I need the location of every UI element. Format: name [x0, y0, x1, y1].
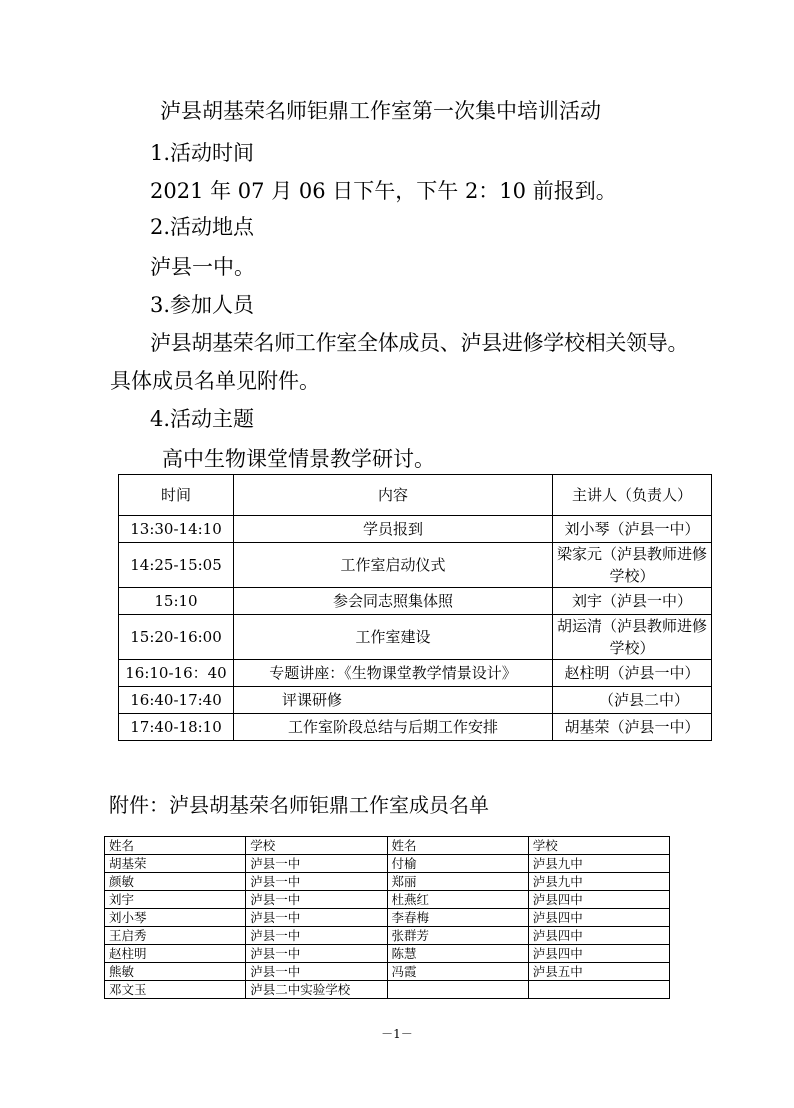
- schedule-content: 参会同志照集体照: [234, 588, 553, 615]
- member-row: [105, 891, 670, 909]
- schedule-time: 17:40-18:10: [119, 714, 234, 741]
- speaker-line-2: 学校）: [609, 639, 655, 657]
- schedule-header-speaker: 主讲人（负责人）: [553, 475, 712, 516]
- schedule-header-row: [119, 475, 712, 516]
- schedule-time: 13:30-14:10: [119, 516, 234, 543]
- member-name: 刘宇: [105, 891, 246, 909]
- schedule-time: 16:40-17:40: [119, 687, 234, 714]
- member-name: 陈慧: [387, 945, 528, 963]
- member-name: 刘小琴: [105, 909, 246, 927]
- schedule-row: [119, 615, 712, 660]
- member-school: [528, 981, 669, 999]
- members-table: [104, 836, 670, 999]
- schedule-speaker: （泸县二中）: [553, 687, 712, 714]
- member-row: [105, 963, 670, 981]
- schedule-speaker: 胡基荣（泸县一中）: [553, 714, 712, 741]
- member-row: [105, 927, 670, 945]
- section-2-heading: 2.活动地点: [150, 215, 255, 239]
- schedule-row: [119, 516, 712, 543]
- schedule-time: 16:10-16：40: [119, 660, 234, 687]
- member-school: 泸县一中: [246, 855, 387, 873]
- member-school: 泸县二中实验学校: [246, 981, 387, 999]
- schedule-table: [118, 474, 712, 741]
- member-school: 泸县一中: [246, 963, 387, 981]
- speaker-line-2: 学校）: [609, 567, 655, 585]
- schedule-speaker: [553, 615, 712, 660]
- section-1-body: 2021 年 07 月 06 日下午，下午 2：10 前报到。: [150, 179, 617, 203]
- page-number: －1－: [381, 1027, 413, 1041]
- member-row: [105, 981, 670, 999]
- member-row: [105, 855, 670, 873]
- section-3-heading: 3.参加人员: [150, 293, 255, 317]
- member-name: 郑丽: [387, 873, 528, 891]
- attachment-title: 附件：泸县胡基荣名师钜鼎工作室成员名单: [109, 793, 489, 817]
- speaker-line-1: 胡运清（泸县教师进修: [556, 617, 707, 635]
- member-name: 李春梅: [387, 909, 528, 927]
- page-title: 泸县胡基荣名师钜鼎工作室第一次集中培训活动: [160, 99, 601, 123]
- members-header-name: 姓名: [105, 837, 246, 855]
- member-row: [105, 945, 670, 963]
- member-row: [105, 873, 670, 891]
- schedule-content: 工作室建设: [234, 615, 553, 660]
- section-1-heading: 1.活动时间: [150, 141, 255, 165]
- schedule-content: 学员报到: [234, 516, 553, 543]
- member-name: 张群芳: [387, 927, 528, 945]
- section-2-body: 泸县一中。: [150, 255, 255, 279]
- schedule-speaker: [553, 543, 712, 588]
- schedule-content: 评课研修: [234, 687, 553, 714]
- member-school: 泸县四中: [528, 891, 669, 909]
- section-3-body: 泸县胡基荣名师工作室全体成员、泸县进修学校相关领导。: [150, 331, 689, 355]
- member-school: 泸县九中: [528, 855, 669, 873]
- member-name: 胡基荣: [105, 855, 246, 873]
- members-header-school: 学校: [246, 837, 387, 855]
- member-name: 杜燕红: [387, 891, 528, 909]
- member-row: [105, 909, 670, 927]
- member-name: 赵柱明: [105, 945, 246, 963]
- schedule-time: 15:10: [119, 588, 234, 615]
- member-school: 泸县一中: [246, 945, 387, 963]
- member-school: 泸县四中: [528, 945, 669, 963]
- member-name: 冯霞: [387, 963, 528, 981]
- member-school: 泸县四中: [528, 927, 669, 945]
- schedule-row: [119, 660, 712, 687]
- schedule-row: [119, 588, 712, 615]
- member-name: 付榆: [387, 855, 528, 873]
- member-school: 泸县一中: [246, 891, 387, 909]
- schedule-content: 工作室阶段总结与后期工作安排: [234, 714, 553, 741]
- schedule-content: 专题讲座：《生物课堂教学情景设计》: [234, 660, 553, 687]
- schedule-content: 工作室启动仪式: [234, 543, 553, 588]
- schedule-row: [119, 543, 712, 588]
- member-name: [387, 981, 528, 999]
- members-header-row: [105, 837, 670, 855]
- section-4-body: 高中生物课堂情景教学研讨。: [162, 447, 435, 471]
- member-name: 王启秀: [105, 927, 246, 945]
- section-3-body-cont: 具体成员名单见附件。: [110, 369, 320, 393]
- members-header-school: 学校: [528, 837, 669, 855]
- schedule-row: [119, 714, 712, 741]
- schedule-header-content: 内容: [234, 475, 553, 516]
- member-school: 泸县九中: [528, 873, 669, 891]
- member-school: 泸县一中: [246, 927, 387, 945]
- schedule-speaker: 刘小琴（泸县一中）: [553, 516, 712, 543]
- schedule-time: 15:20-16:00: [119, 615, 234, 660]
- schedule-time: 14:25-15:05: [119, 543, 234, 588]
- member-school: 泸县一中: [246, 873, 387, 891]
- schedule-header-time: 时间: [119, 475, 234, 516]
- schedule-row: [119, 687, 712, 714]
- section-4-heading: 4.活动主题: [150, 407, 255, 431]
- schedule-speaker: 刘宇（泸县一中）: [553, 588, 712, 615]
- speaker-line-1: 梁家元（泸县教师进修: [556, 545, 707, 563]
- member-name: 熊敏: [105, 963, 246, 981]
- member-name: 邓文玉: [105, 981, 246, 999]
- members-header-name: 姓名: [387, 837, 528, 855]
- schedule-speaker: 赵柱明（泸县一中）: [553, 660, 712, 687]
- member-school: 泸县四中: [528, 909, 669, 927]
- member-school: 泸县一中: [246, 909, 387, 927]
- member-name: 颜敏: [105, 873, 246, 891]
- member-school: 泸县五中: [528, 963, 669, 981]
